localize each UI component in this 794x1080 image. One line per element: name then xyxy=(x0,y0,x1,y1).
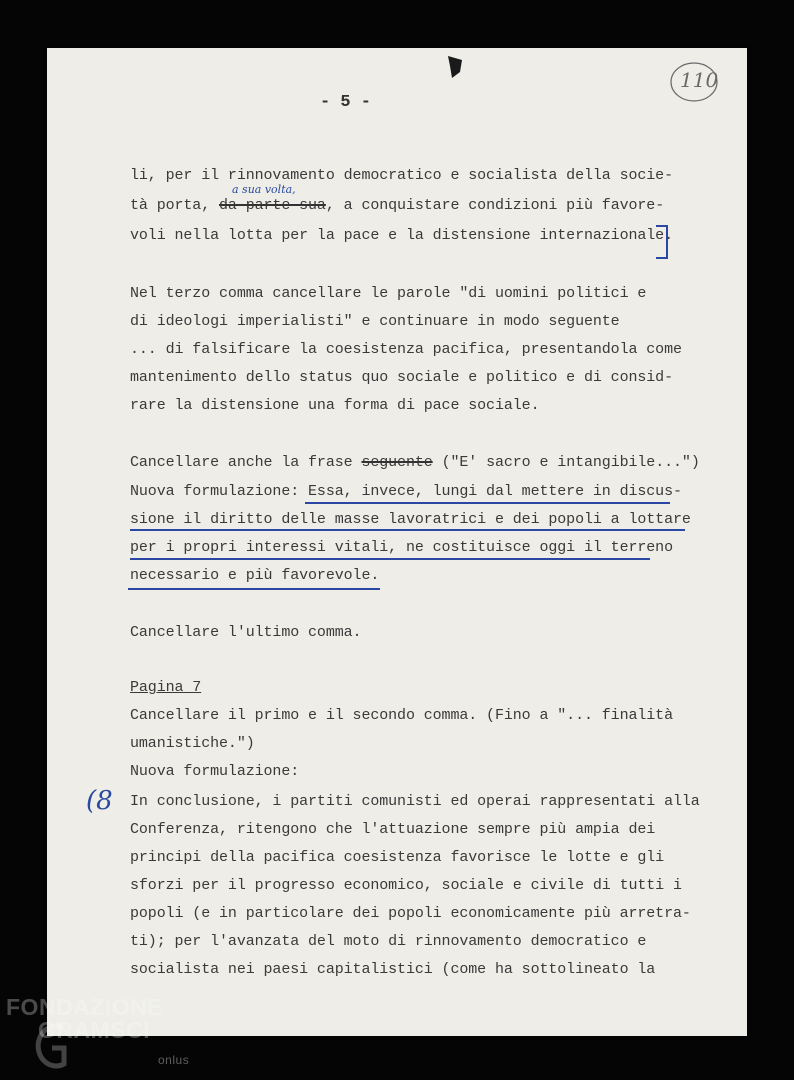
text-line: di ideologi imperialisti" e continuare in modo seguente xyxy=(130,313,620,330)
text-line: principi della pacifica coesistenza favorisce le lotte e gli xyxy=(130,849,665,866)
text-line: tà porta, da parte sua, a conquistare condizioni più favore- xyxy=(130,197,665,214)
text-line: Conferenza, ritengono che l'attuazione sempre più ampia dei xyxy=(130,821,656,838)
page-number: - 5 - xyxy=(320,93,372,112)
text-line: necessario e più favorevole. xyxy=(130,567,380,584)
text-line: mantenimento dello status quo sociale e politico e di consid- xyxy=(130,369,673,386)
staple-mark xyxy=(440,52,470,82)
watermark-g-icon xyxy=(30,1018,70,1074)
handwritten-underline xyxy=(128,588,380,590)
watermark-logo-line2: GRAMSCI xyxy=(38,1017,151,1043)
handwritten-insert: a sua volta, xyxy=(232,183,296,196)
text-line: ti); per l'avanzata del moto di rinnovamento democratico e xyxy=(130,933,647,950)
margin-bracket xyxy=(656,225,668,259)
handwritten-underline xyxy=(130,529,685,531)
text-line: popoli (e in particolare dei popoli economicamente più arretra- xyxy=(130,905,691,922)
text-line: rare la distensione una forma di pace sociale. xyxy=(130,397,540,414)
text-line: socialista nei paesi capitalistici (come ha sottolineato la xyxy=(130,961,656,978)
text-line: umanistiche.") xyxy=(130,735,255,752)
text-line: Nuova formulazione: xyxy=(130,763,300,780)
text-line: In conclusione, i partiti comunisti ed operai rappresentati alla xyxy=(130,793,700,810)
text-line: ... di falsificare la coesistenza pacifica, presentandola come xyxy=(130,341,682,358)
text-line: Nel terzo comma cancellare le parole "di uomini politici e xyxy=(130,285,647,302)
handwritten-margin-note: (8 xyxy=(86,786,113,816)
struck-text: da parte sua xyxy=(219,197,326,214)
handwritten-underline xyxy=(130,558,650,560)
text-line: Nuova formulazione: Essa, invece, lungi dal mettere in discus- xyxy=(130,483,682,500)
text-line: Cancellare il primo e il secondo comma. (Fino a "... finalità xyxy=(130,707,673,724)
text-line: per i propri interessi vitali, ne costituisce oggi il terreno xyxy=(130,539,673,556)
handwritten-underline xyxy=(305,502,670,504)
watermark-logo: FONDAZIONE xyxy=(6,994,164,1020)
text-line: sforzi per il progresso economico, sociale e civile di tutti i xyxy=(130,877,682,894)
text-line: li, per il rinnovamento democratico e socialista della socie- xyxy=(130,167,673,184)
text-line: sione il diritto delle masse lavoratrici e dei popoli a lottare xyxy=(130,511,691,528)
archive-number: 110 xyxy=(680,68,719,92)
section-heading: Pagina 7 xyxy=(130,679,202,696)
text-line: Cancellare l'ultimo comma. xyxy=(130,624,362,641)
struck-text: seguente xyxy=(361,454,433,471)
watermark-logo-line3: onlus xyxy=(158,1053,190,1067)
text-line: voli nella lotta per la pace e la distensione internazionale. xyxy=(130,227,673,244)
text-line: Cancellare anche la frase seguente ("E' sacro e intangibile...") xyxy=(130,454,700,471)
